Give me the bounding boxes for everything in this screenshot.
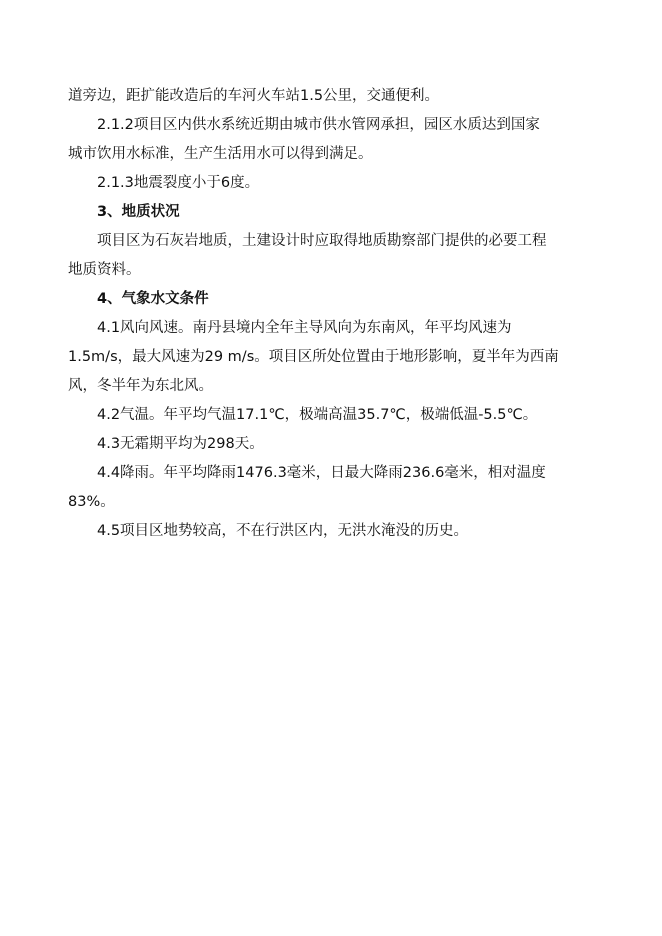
paragraph-4-1-cont-1: 1.5m/s，最大风速为29 m/s。项目区所处位置由于地形影响，夏半年为西南: [68, 349, 559, 365]
paragraph-4-4: 4.4降雨。年平均降雨1476.3毫米，日最大降雨236.6毫米，相对温度: [97, 465, 546, 481]
paragraph-4-1: 4.1风向风速。南丹县境内全年主导风向为东南风，年平均风速为: [97, 320, 512, 336]
paragraph-4-1-cont-2: 风，冬半年为东北风。: [68, 378, 213, 394]
document-body: [68, 82, 596, 546]
paragraph-2-1-2: 2.1.2项目区内供水系统近期由城市供水管网承担，园区水质达到国家: [97, 117, 540, 133]
paragraph-4-5: 4.5项目区地势较高，不在行洪区内，无洪水淹没的历史。: [97, 523, 469, 539]
section-heading-geology: 3、地质状况: [97, 204, 180, 220]
paragraph-2-1-2-cont: 城市饮用水标准，生产生活用水可以得到满足。: [68, 146, 373, 162]
paragraph-geology: 项目区为石灰岩地质，土建设计时应取得地质勘察部门提供的必要工程: [97, 233, 547, 249]
paragraph-4-3: 4.3无霜期平均为298天。: [97, 436, 264, 452]
paragraph-4-4-cont: 83%。: [68, 494, 115, 510]
paragraph-2-1-3: 2.1.3地震裂度小于6度。: [97, 175, 260, 191]
text-line-continuation: 道旁边，距扩能改造后的车河火车站1.5公里，交通便利。: [68, 88, 440, 104]
paragraph-4-2: 4.2气温。年平均气温17.1℃，极端高温35.7℃，极端低温-5.5℃。: [97, 407, 538, 423]
paragraph-geology-cont: 地质资料。: [68, 262, 141, 278]
section-heading-climate: 4、气象水文条件: [97, 291, 209, 307]
